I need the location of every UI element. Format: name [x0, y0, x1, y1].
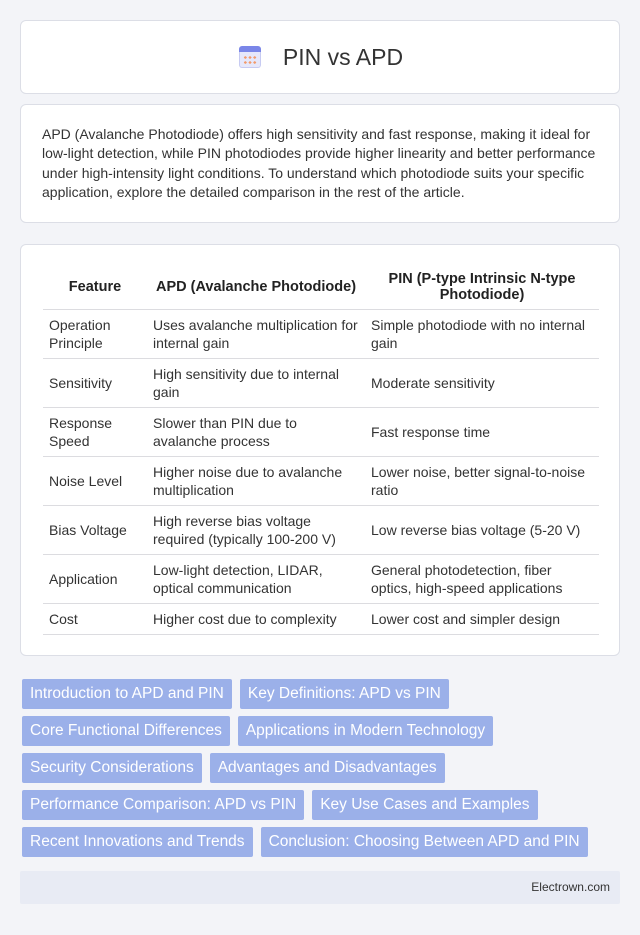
pin-cell: Lower cost and simpler design	[365, 604, 599, 635]
topic-tags	[22, 679, 622, 864]
apd-cell: High reverse bias voltage required (typically 100-200 V)	[147, 506, 365, 555]
footer	[20, 871, 620, 904]
tag-intro-apd-pin[interactable]: Introduction to APD and PIN	[22, 679, 232, 709]
tag-key-use-cases[interactable]: Key Use Cases and Examples	[312, 790, 537, 820]
feature-cell: Operation Principle	[43, 310, 147, 359]
apd-cell: Uses avalanche multiplication for internal gain	[147, 310, 365, 359]
header-pin: PIN (P-type Intrinsic N-type Photodiode)	[365, 265, 599, 310]
header-feature: Feature	[43, 265, 147, 310]
comparison-table-card	[20, 244, 620, 656]
intro-card	[20, 104, 620, 223]
tag-advantages-disadvantages[interactable]: Advantages and Disadvantages	[210, 753, 445, 783]
tag-conclusion[interactable]: Conclusion: Choosing Between APD and PIN	[261, 827, 588, 857]
table-row	[43, 506, 599, 555]
calendar-icon	[237, 44, 263, 70]
page-title: PIN vs APD	[282, 43, 404, 70]
pin-cell: Low reverse bias voltage (5-20 V)	[365, 506, 599, 555]
apd-cell: Low-light detection, LIDAR, optical communication	[147, 555, 365, 604]
apd-cell: Slower than PIN due to avalanche process	[147, 408, 365, 457]
tag-key-definitions[interactable]: Key Definitions: APD vs PIN	[240, 679, 449, 709]
pin-cell: Moderate sensitivity	[365, 359, 599, 408]
tag-row	[22, 753, 622, 783]
feature-cell: Application	[43, 555, 147, 604]
feature-cell: Bias Voltage	[43, 506, 147, 555]
pin-cell: Fast response time	[365, 408, 599, 457]
feature-cell: Sensitivity	[43, 359, 147, 408]
tag-performance-comparison[interactable]: Performance Comparison: APD vs PIN	[22, 790, 304, 820]
footer-site-link[interactable]: Electrown.com	[531, 880, 610, 894]
table-row	[43, 457, 599, 506]
tag-security-considerations[interactable]: Security Considerations	[22, 753, 202, 783]
apd-cell: Higher cost due to complexity	[147, 604, 365, 635]
tag-row	[22, 827, 622, 857]
table-row	[43, 408, 599, 457]
feature-cell: Cost	[43, 604, 147, 635]
header-apd: APD (Avalanche Photodiode)	[147, 265, 365, 310]
pin-cell: Simple photodiode with no internal gain	[365, 310, 599, 359]
table-row	[43, 555, 599, 604]
table-row	[43, 604, 599, 635]
pin-cell: General photodetection, fiber optics, high-speed applications	[365, 555, 599, 604]
comparison-table	[43, 265, 599, 635]
table-row	[43, 359, 599, 408]
apd-cell: Higher noise due to avalanche multiplication	[147, 457, 365, 506]
tag-row	[22, 679, 622, 709]
tag-recent-innovations[interactable]: Recent Innovations and Trends	[22, 827, 253, 857]
apd-cell: High sensitivity due to internal gain	[147, 359, 365, 408]
title-card	[20, 20, 620, 94]
table-row	[43, 310, 599, 359]
tag-core-functional-differences[interactable]: Core Functional Differences	[22, 716, 230, 746]
intro-text: APD (Avalanche Photodiode) offers high sensitivity and fast response, making it ideal for low-light detection, while PIN photodiodes provide higher linearity and better performance under high-intensity light conditions. To understand which photodiode suits your specific application, explore the detailed comparison in the rest of the article.	[42, 126, 596, 201]
tag-row	[22, 790, 622, 820]
tag-applications-modern-tech[interactable]: Applications in Modern Technology	[238, 716, 493, 746]
table-header-row	[43, 265, 599, 310]
pin-cell: Lower noise, better signal-to-noise ratio	[365, 457, 599, 506]
feature-cell: Response Speed	[43, 408, 147, 457]
tag-row	[22, 716, 622, 746]
feature-cell: Noise Level	[43, 457, 147, 506]
